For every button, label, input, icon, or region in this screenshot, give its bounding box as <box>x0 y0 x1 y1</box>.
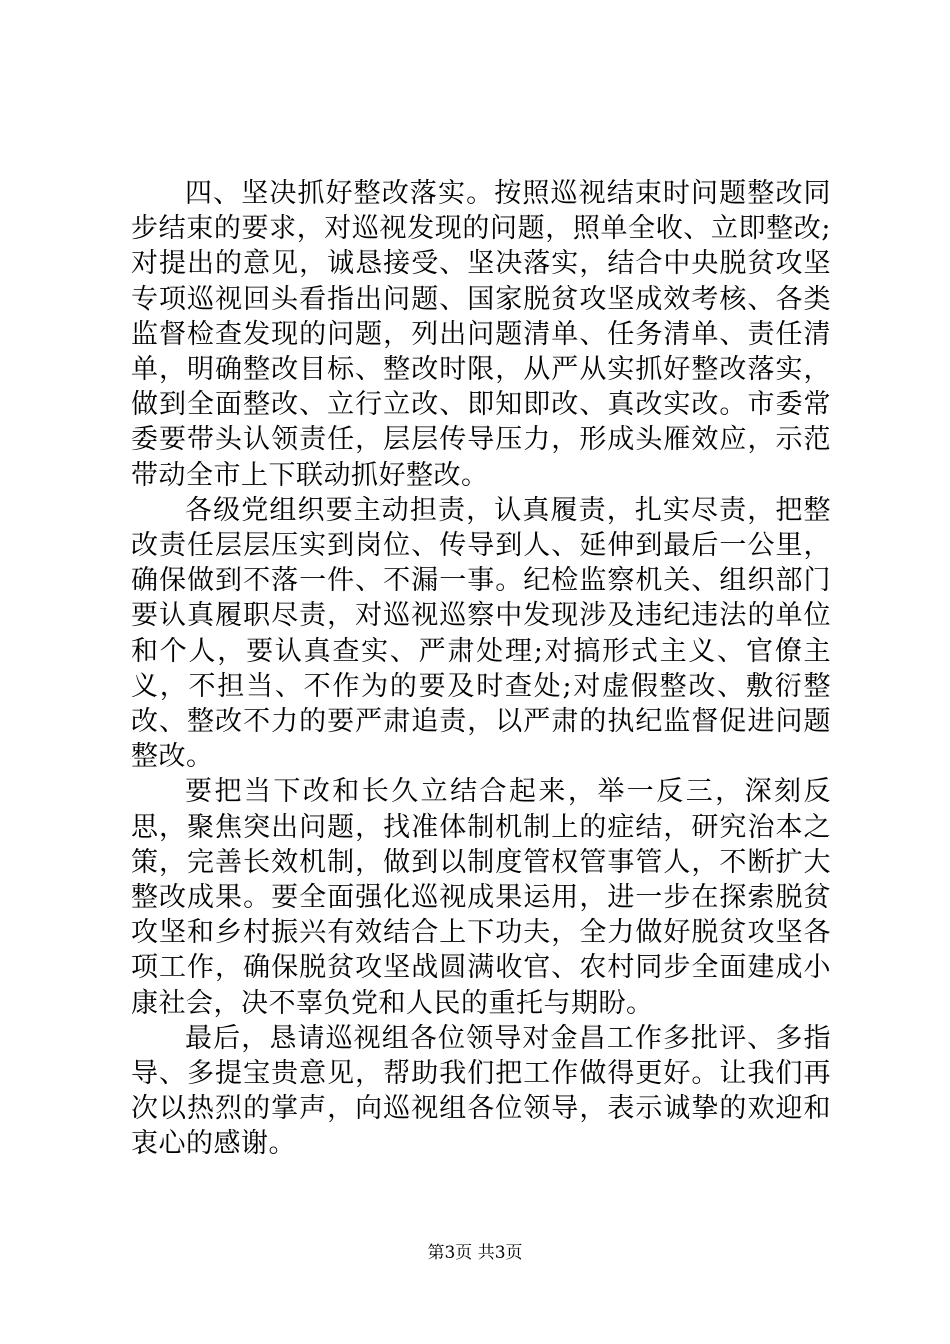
paragraph-party-organizations: 各级党组织要主动担责，认真履责，扎实尽责，把整改责任层层压实到岗位、传导到人、延伸到最后一公里，确保做到不落一件、不漏一事。纪检监察机关、组织部门要认真履职尽责，对巡视巡察中发现涉及违纪违法的单位和个人，要认真查实、严肃处理;对搞形式主义、官僚主义，不担当、不作为的要及时查处;对虚假整改、敷衍整改、整改不力的要严肃追责，以严肃的执纪监督促进问题整改。 <box>131 494 831 773</box>
page-number: 第3页 <box>427 1243 473 1263</box>
document-body <box>131 176 831 1162</box>
page-footer <box>0 1243 950 1263</box>
paragraph-rectification: 四、坚决抓好整改落实。按照巡视结束时问题整改同步结束的要求，对巡视发现的问题，照单全收、立即整改;对提出的意见，诚恳接受、坚决落实，结合中央脱贫攻坚专项巡视回头看指出问题、国家脱贫攻坚成效考核、各类监督检查发现的问题，列出问题清单、任务清单、责任清单，明确整改目标、整改时限，从严从实抓好整改落实，做到全面整改、立行立改、即知即改、真改实改。市委常委要带头认领责任，层层传导压力，形成头雁效应，示范带动全市上下联动抓好整改。 <box>131 178 831 491</box>
paragraph-closing: 最后，恳请巡视组各位领导对金昌工作多批评、多指导、多提宝贵意见，帮助我们把工作做得更好。让我们再次以热烈的掌声，向巡视组各位领导，表示诚挚的欢迎和衷心的感谢。 <box>131 1022 831 1160</box>
paragraph-long-term-mechanism: 要把当下改和长久立结合起来，举一反三，深刻反思，聚焦突出问题，找准体制机制上的症结，研究治本之策，完善长效机制，做到以制度管权管事管人，不断扩大整改成果。要全面强化巡视成果运用，进一步在探索脱贫攻坚和乡村振兴有效结合上下功夫，全力做好脱贫攻坚各项工作，确保脱贫攻坚战圆满收官、农村同步全面建成小康社会，决不辜负党和人民的重托与期盼。 <box>131 776 831 1019</box>
page-total: 共3页 <box>477 1243 523 1263</box>
